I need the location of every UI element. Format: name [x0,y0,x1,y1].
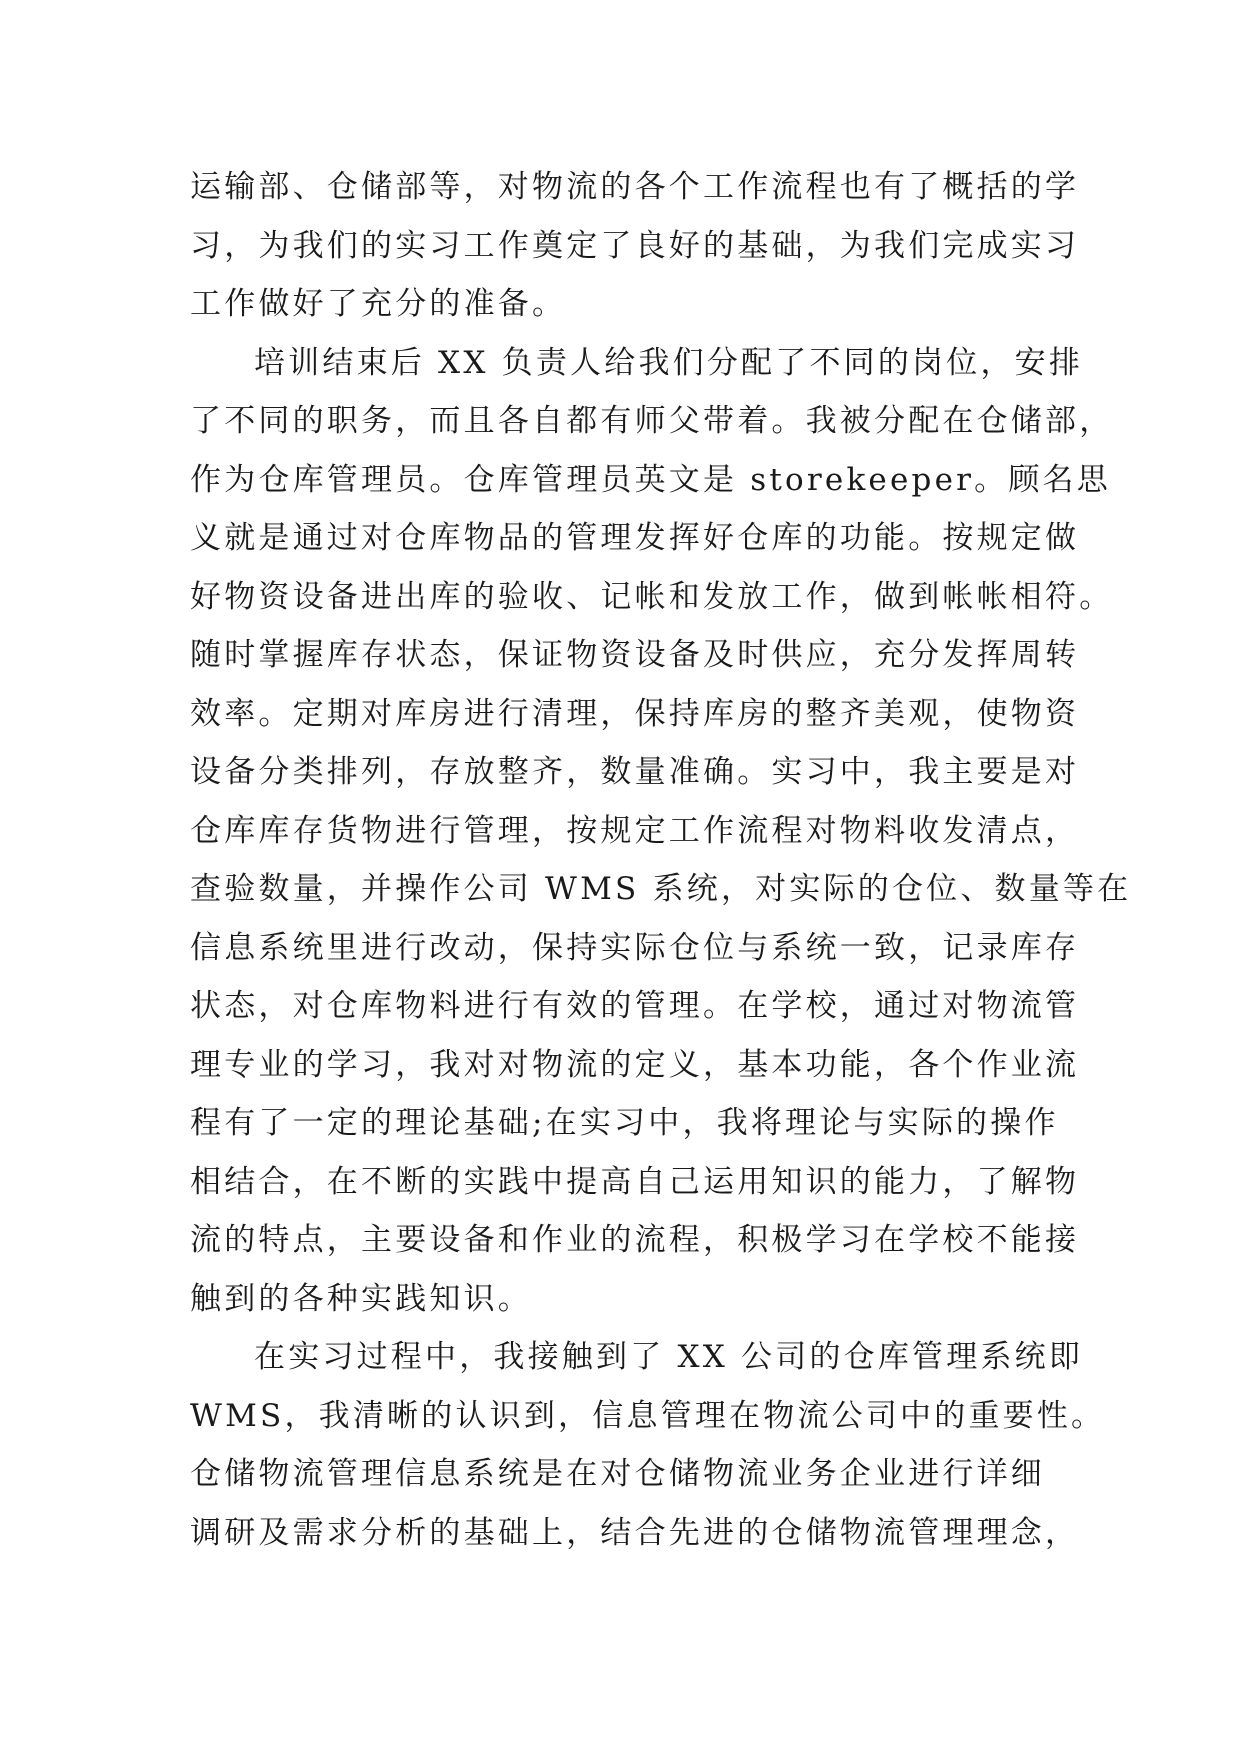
text-line: 信息系统里进行改动，保持实际仓位与系统一致，记录库存 [190,929,1080,966]
text-line: 了不同的职务，而且各自都有师父带着。我被分配在仓储部， [190,403,1114,439]
text-line: 效率。定期对库房进行清理，保持库房的整齐美观，使物资 [190,695,1080,732]
text-line: 习，为我们的实习工作奠定了良好的基础，为我们完成实习 [190,227,1080,264]
text-line: 程有了一定的理论基础;在实习中，我将理论与实际的操作 [190,1105,1059,1141]
text-line: 理专业的学习，我对对物流的定义，基本功能，各个作业流 [190,1046,1080,1083]
text-line: 好物资设备进出库的验收、记帐和发放工作，做到帐帐相符。 [190,578,1114,615]
text-line: 随时掌握库存状态，保证物资设备及时供应，充分发挥周转 [190,637,1080,673]
text-line: 调研及需求分析的基础上，结合先进的仓储物流管理理念， [190,1514,1080,1551]
text-line: 流的特点，主要设备和作业的流程，积极学习在学校不能接 [190,1222,1080,1258]
text-line: 运输部、仓储部等，对物流的各个工作流程也有了概括的学 [190,169,1080,205]
text-line: 触到的各种实践知识。 [190,1280,532,1317]
paragraph-first-line: 在实习过程中，我接触到了 XX 公司的仓库管理系统即 [254,1339,1084,1375]
text-line: 作为仓库管理员。仓库管理员英文是 storekeeper。顾名思 [190,461,1111,498]
text-line: 状态，对仓库物料进行有效的管理。在学校，通过对物流管 [190,988,1080,1024]
text-line: 设备分类排列，存放整齐，数量准确。实习中，我主要是对 [190,754,1080,790]
body-text [190,158,1132,1562]
text-line: 仓库库存货物进行管理，按规定工作流程对物料收发清点， [190,812,1080,849]
text-line: WMS，我清晰的认识到，信息管理在物流公司中的重要性。 [190,1397,1106,1434]
text-line: 仓储物流管理信息系统是在对仓储物流业务企业进行详细 [190,1456,1045,1492]
text-line: 义就是通过对仓库物品的管理发挥好仓库的功能。按规定做 [190,520,1080,556]
text-line: 查验数量，并操作公司 WMS 系统，对实际的仓位、数量等在 [190,871,1132,907]
text-line: 相结合，在不断的实践中提高自己运用知识的能力，了解物 [190,1163,1080,1200]
paragraph-first-line: 培训结束后 XX 负责人给我们分配了不同的岗位，安排 [254,344,1084,381]
text-line: 工作做好了充分的准备。 [190,286,567,322]
